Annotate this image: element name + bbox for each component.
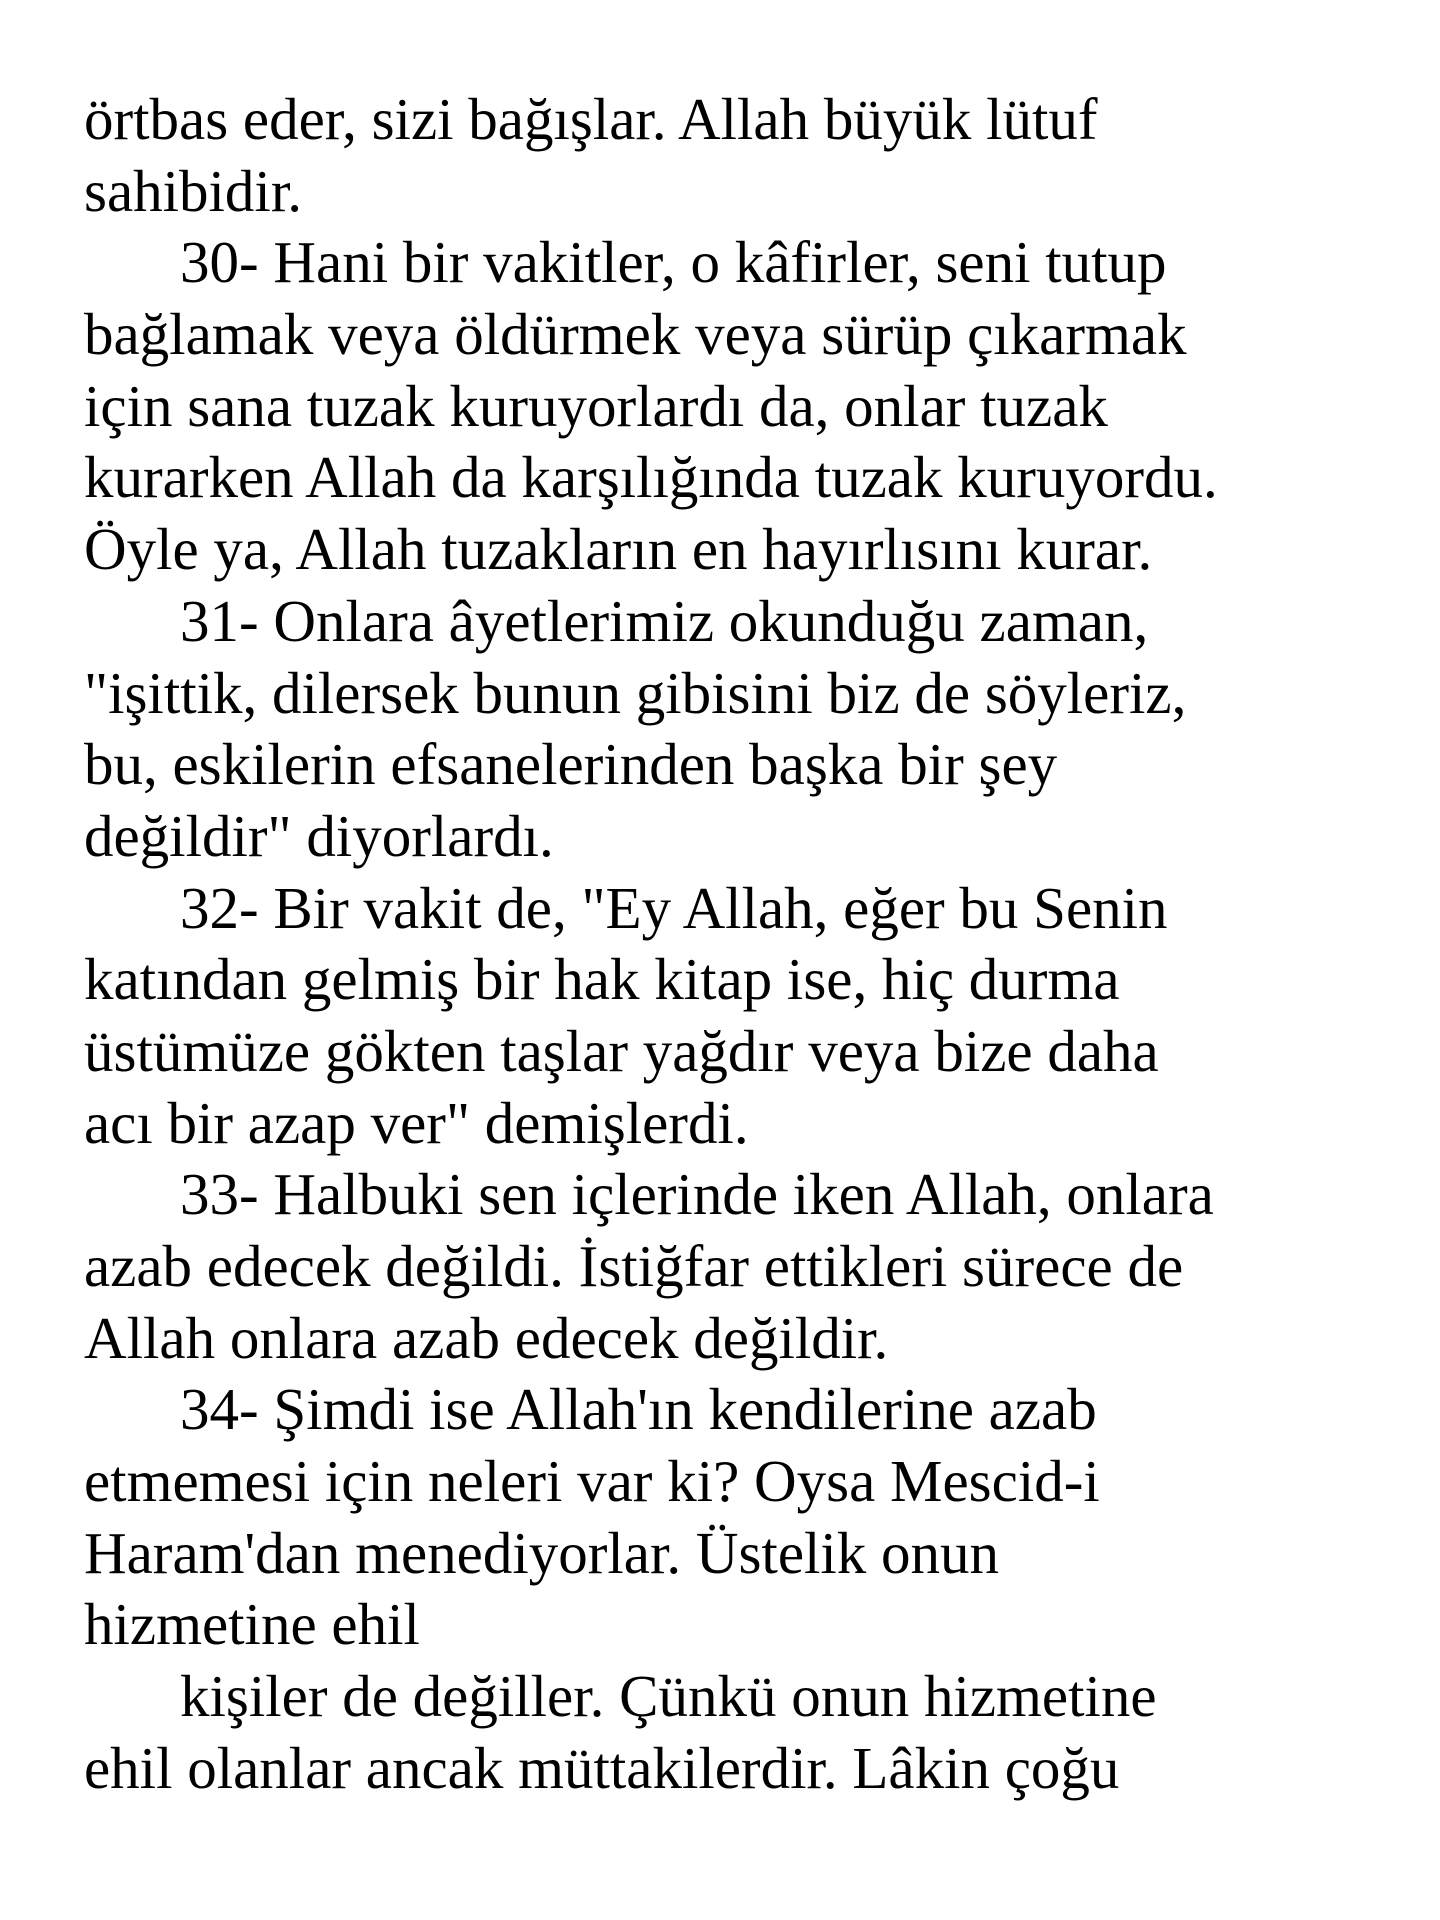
text-line: hizmetine ehil	[84, 1591, 420, 1658]
paragraph-verse-34	[84, 1374, 1380, 1661]
text-line: azab edecek değildi. İstiğfar ettikleri sürece de	[84, 1233, 1184, 1299]
text-line: Haram'dan menediyorlar. Üstelik onun	[84, 1519, 1000, 1586]
text-line: katından gelmiş bir hak kitap ise, hiç durma	[84, 946, 1120, 1013]
text-line: Öyle ya, Allah tuzakların en hayırlısını kurar.	[84, 516, 1153, 583]
text-line: üstümüze gökten taşlar yağdır veya bize daha	[84, 1017, 1159, 1084]
text-line: değildir" diyorlardı.	[84, 802, 554, 869]
text-line: bu, eskilerin efsanelerinden başka bir şey	[84, 731, 1058, 798]
text-line: örtbas eder, sizi bağışlar. Allah büyük lütuf	[84, 86, 1098, 152]
paragraph-verse-34-continued	[84, 1661, 1380, 1804]
paragraph-verse-32	[84, 873, 1380, 1160]
text-line: 30- Hani bir vakitler, o kâfirler, seni tutup	[180, 229, 1167, 296]
text-line: 31- Onlara âyetlerimiz okunduğu zaman,	[180, 587, 1149, 654]
paragraph-verse-33	[84, 1159, 1380, 1374]
text-line: için sana tuzak kuruyorlardı da, onlar tuzak	[84, 372, 1108, 439]
text-line: 32- Bir vakit de, "Ey Allah, eğer bu Senin	[180, 874, 1168, 941]
text-line: "işittik, dilersek bunun gibisini biz de söyleriz,	[84, 659, 1187, 726]
paragraph-continuation	[84, 84, 1380, 227]
text-line: sahibidir.	[84, 157, 302, 224]
text-line: ehil olanlar ancak müttakilerdir. Lâkin çoğu	[84, 1734, 1120, 1801]
text-line: acı bir azap ver" demişlerdi.	[84, 1089, 749, 1156]
paragraph-verse-31	[84, 586, 1380, 873]
text-line: kurarken Allah da karşılığında tuzak kuruyordu.	[84, 444, 1218, 511]
text-line: bağlamak veya öldürmek veya sürüp çıkarmak	[84, 301, 1187, 368]
text-line: etmemesi için neleri var ki? Oysa Mescid-i	[84, 1448, 1100, 1515]
text-line: Allah onlara azab edecek değildir.	[84, 1304, 889, 1371]
text-line: 34- Şimdi ise Allah'ın kendilerine azab	[180, 1376, 1097, 1443]
paragraph-verse-30	[84, 227, 1380, 585]
text-line: kişiler de değiller. Çünkü onun hizmetine	[180, 1663, 1157, 1730]
text-line: 33- Halbuki sen içlerinde iken Allah, onlara	[180, 1161, 1214, 1228]
